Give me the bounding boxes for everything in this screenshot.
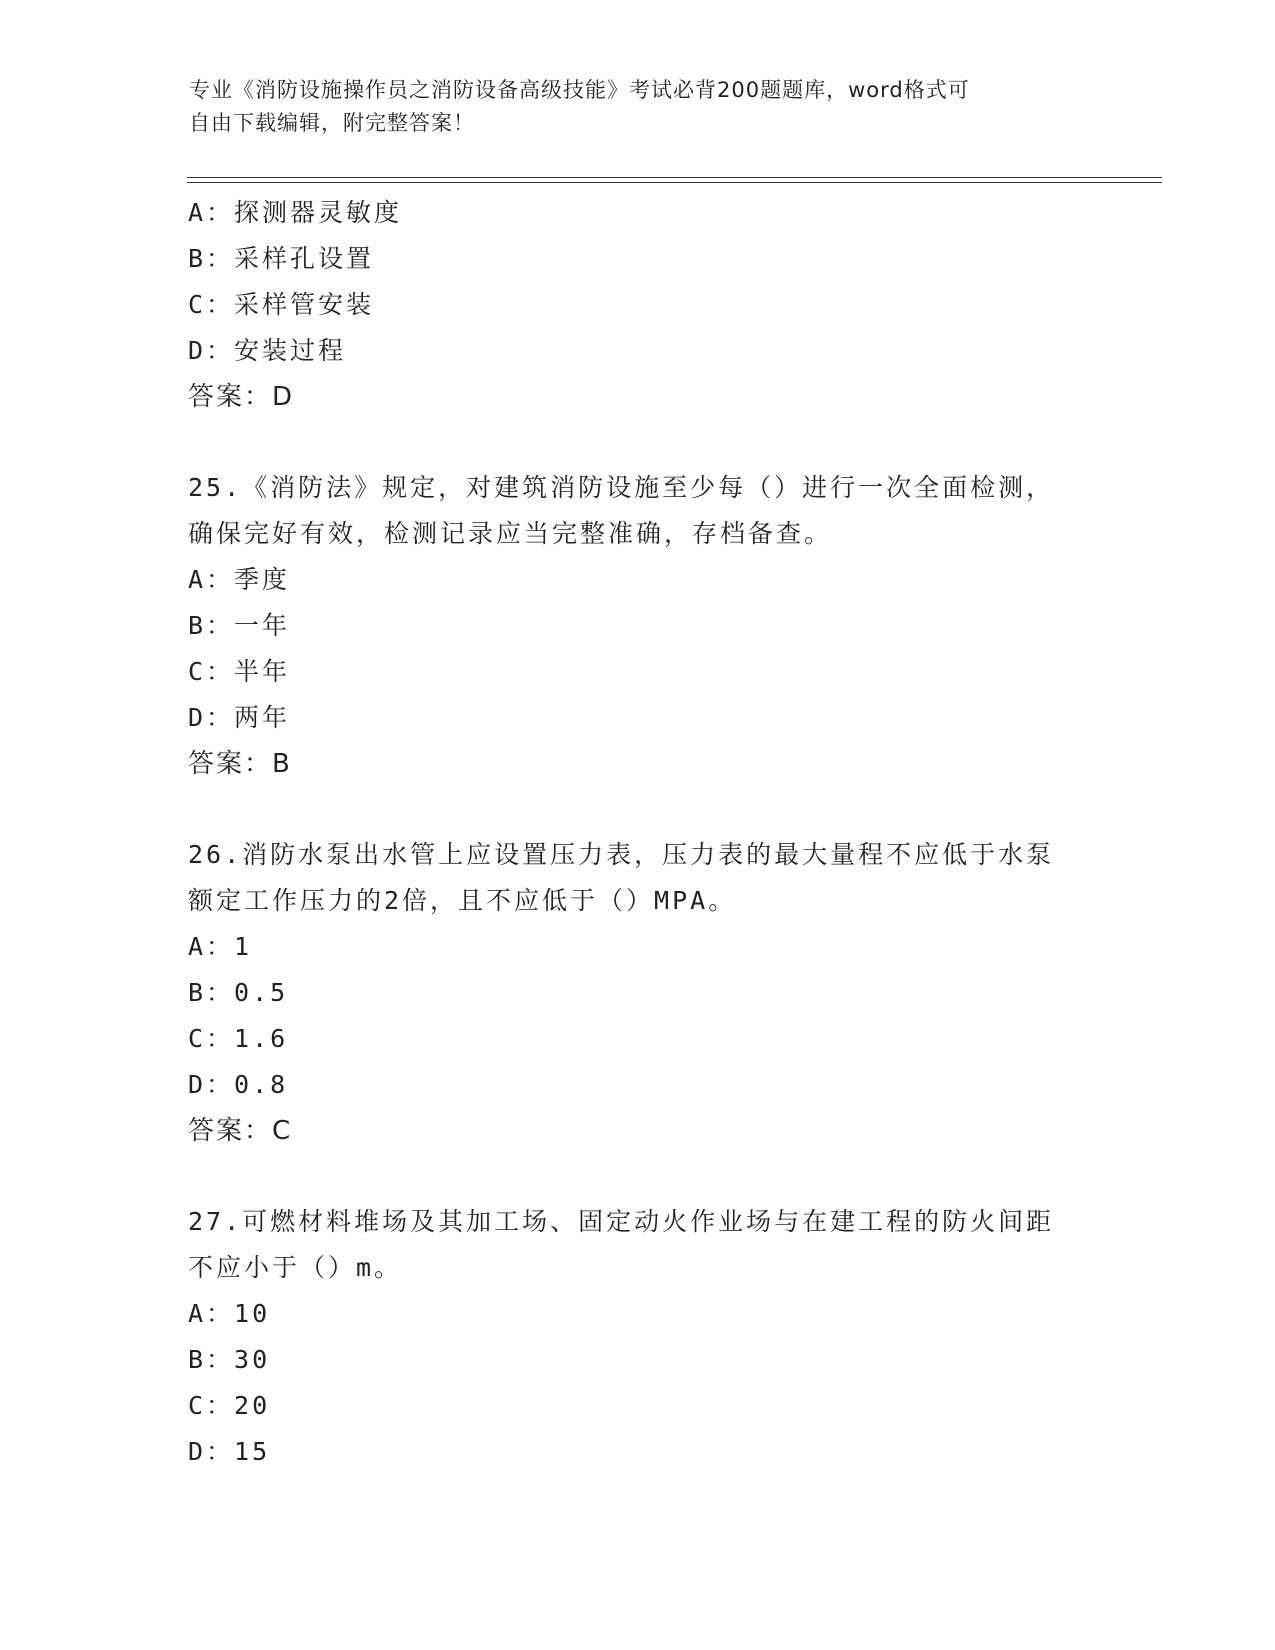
question-spacer: [188, 420, 1108, 465]
option-a: A：1: [188, 932, 253, 961]
option-c: C：1.6: [188, 1024, 289, 1053]
answer-line: 答案：C: [188, 1116, 293, 1146]
question-stem-line: 确保完好有效，检测记录应当完整准确，存档备查。: [188, 519, 833, 548]
question-stem-line: 27.可燃材料堆场及其加工场、固定动火作业场与在建工程的防火间距: [188, 1207, 1055, 1236]
option-b: B：采样孔设置: [188, 244, 375, 273]
question-block: [188, 832, 1108, 1154]
option-d: D：两年: [188, 703, 291, 732]
option-a: A：探测器灵敏度: [188, 198, 403, 227]
option-b: B：30: [188, 1345, 271, 1374]
answer-line: 答案：D: [188, 382, 295, 412]
option-d: D：0.8: [188, 1070, 289, 1099]
option-b: B：一年: [188, 611, 291, 640]
option-b: B：0.5: [188, 978, 289, 1007]
option-c: C：20: [188, 1391, 271, 1420]
header-line-1: 专业《消防设施操作员之消防设备高级技能》考试必背200题题库，word格式可: [189, 78, 970, 102]
question-stem-line: 不应小于（）m。: [188, 1253, 403, 1282]
option-c: C：半年: [188, 657, 291, 686]
question-stem-line: 额定工作压力的2倍，且不应低于（）MPA。: [188, 886, 737, 915]
question-stem-line: 25.《消防法》规定，对建筑消防设施至少每（）进行一次全面检测，: [188, 473, 1055, 502]
question-list: [188, 190, 1108, 1475]
header-divider-bottom: [187, 182, 1162, 183]
option-d: D：安装过程: [188, 336, 347, 365]
question-block: [188, 190, 1108, 420]
option-a: A：季度: [188, 565, 291, 594]
option-d: D：15: [188, 1437, 271, 1466]
header-line-2: 自由下载编辑，附完整答案！: [189, 111, 475, 135]
header-divider-top: [187, 177, 1162, 178]
question-block: [188, 465, 1108, 787]
question-spacer: [188, 1154, 1108, 1199]
option-c: C：采样管安装: [188, 290, 375, 319]
option-a: A：10: [188, 1299, 271, 1328]
answer-line: 答案：B: [188, 749, 292, 779]
question-spacer: [188, 787, 1108, 832]
question-stem-line: 26.消防水泵出水管上应设置压力表，压力表的最大量程不应低于水泵: [188, 840, 1055, 869]
question-block: [188, 1199, 1108, 1475]
document-header: [189, 74, 1089, 140]
